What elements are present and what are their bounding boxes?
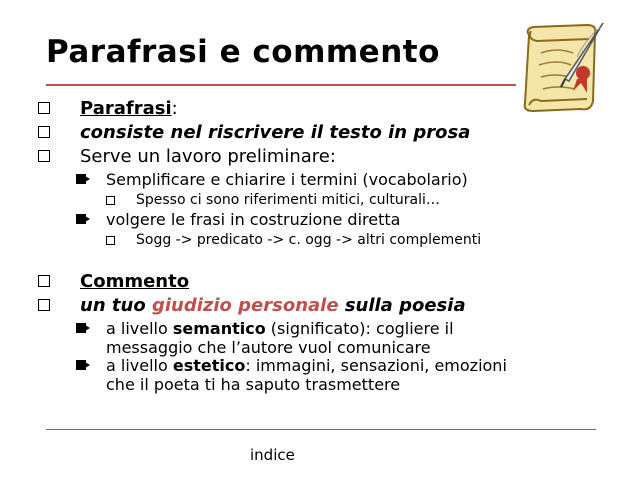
commento-heading: Commento [80,271,190,292]
footer-divider [46,429,596,430]
arrow-bullet-icon [76,174,86,184]
parafrasi-heading: Parafrasi [80,98,172,119]
square-bullet-icon [106,236,115,245]
arrow-bullet-icon [76,323,86,333]
square-bullet-icon [106,196,115,205]
square-bullet-icon [38,126,50,138]
square-bullet-icon [38,299,50,311]
content-list: Parafrasi: consiste nel riscrivere il testo in prosa Serve un lavoro preliminare: Semplificare e chiarire i termini (vocabolario) Spesso ci sono riferimenti mitici, culturali… volgere le frasi in costruzione diretta Sogg -> predicato -> c. ogg -> altri complementi Commento un tuo giudizio personale sulla poesia a livello semantico (significato): cogliere il messaggio che l’autore vuol comunicare a livello estetico: immagini, sensazioni, emozioni che il poeta ti ha saputo trasmettere [0,0,638,479]
arrow-bullet-icon [76,214,86,224]
index-link[interactable]: indice [250,446,295,464]
arrow-bullet-icon [76,360,86,370]
slide-title: Parafrasi e commento [46,34,440,70]
square-bullet-icon [38,102,50,114]
square-bullet-icon [38,150,50,162]
square-bullet-icon [38,275,50,287]
